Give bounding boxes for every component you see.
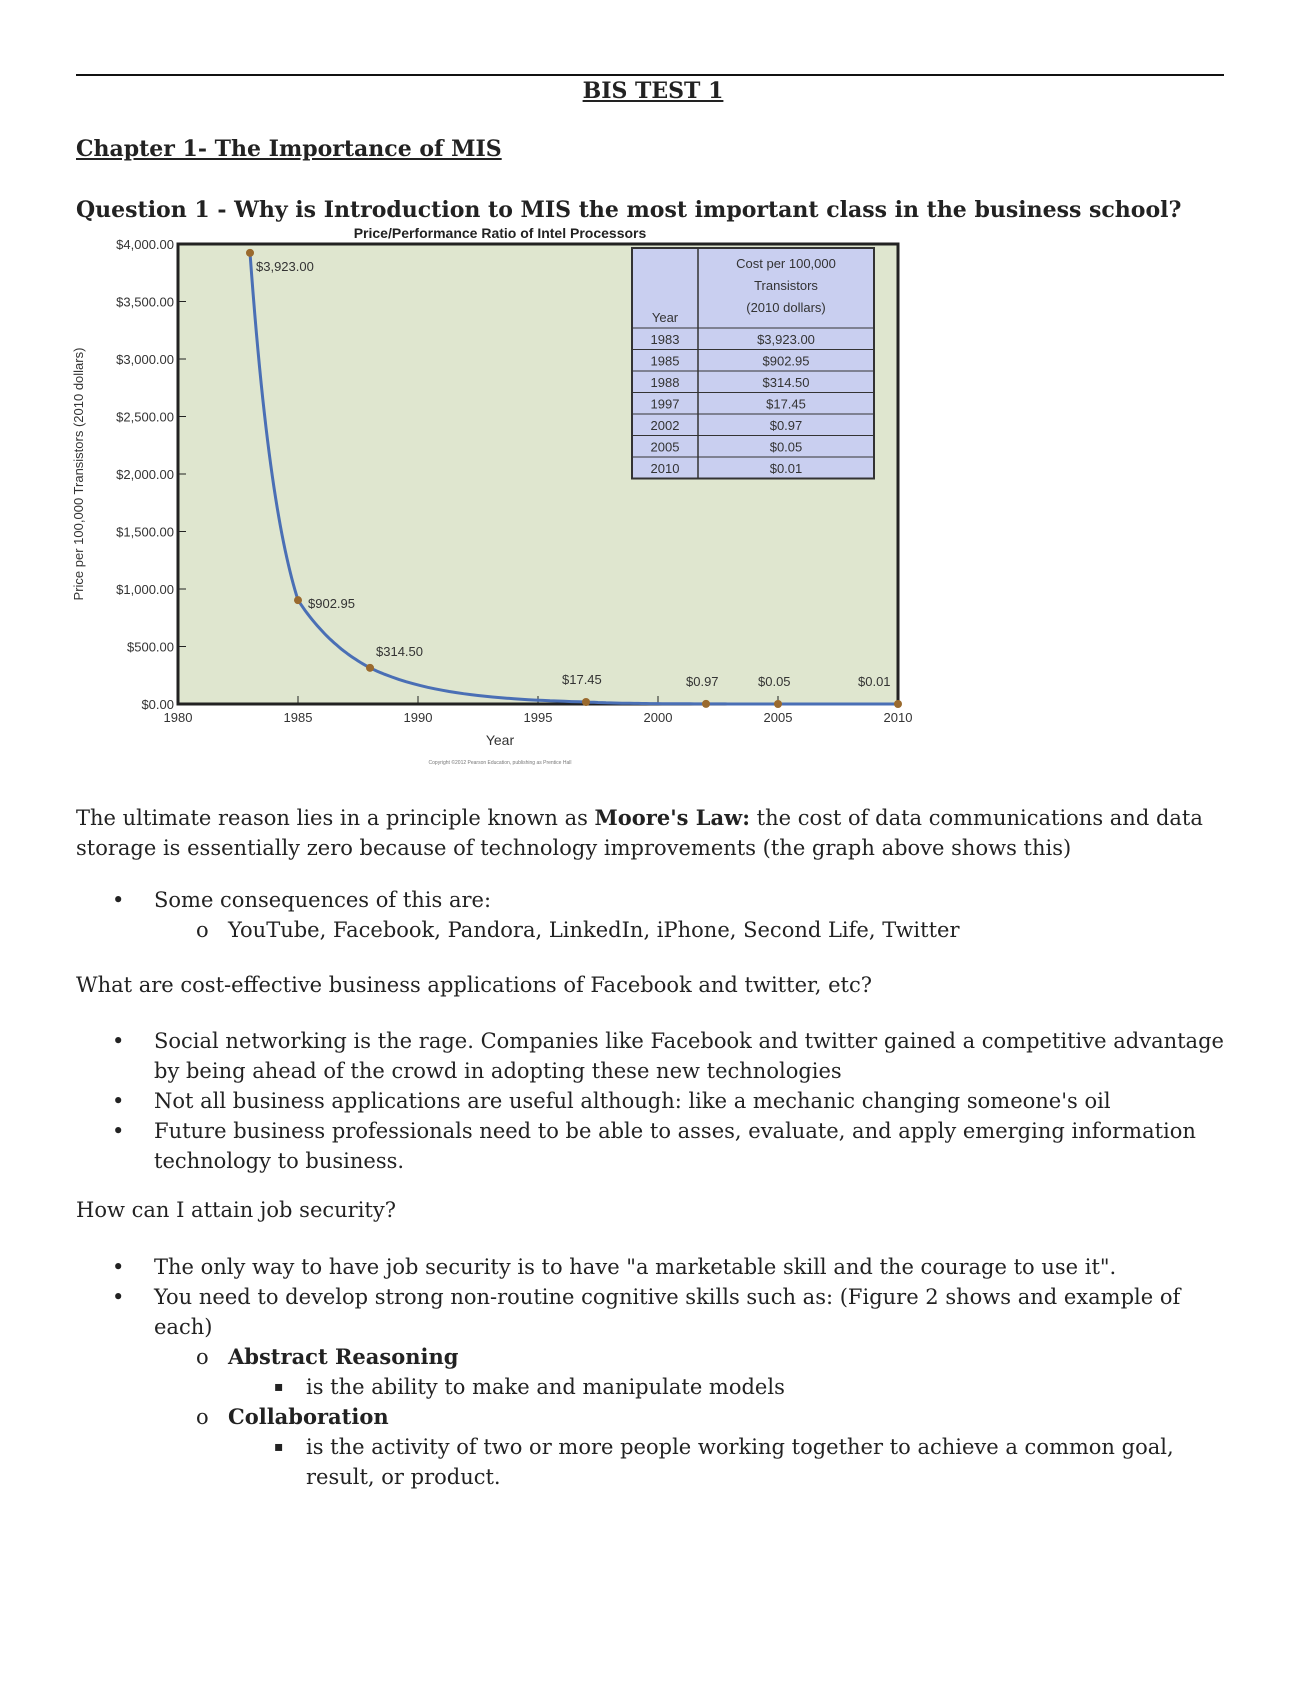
bullet-marker: ▪ — [274, 1439, 284, 1455]
bullet-marker: • — [112, 888, 125, 912]
header-rule — [76, 74, 1224, 76]
list-item — [76, 1342, 1226, 1372]
q2-list — [76, 1026, 1226, 1176]
y-tick-label: $3,500.00 — [116, 294, 174, 310]
bullet-marker: ▪ — [274, 1379, 284, 1395]
table-cell-cost: $0.01 — [769, 461, 803, 476]
question-2: What are cost-effective business applications of Facebook and twitter, etc? — [76, 973, 872, 997]
question-heading: Question 1 - Why is Introduction to MIS the most important class in the business school? — [76, 197, 1182, 223]
data-point — [366, 664, 374, 672]
data-label: $0.97 — [686, 673, 719, 689]
list-item-text: You need to develop strong non-routine cognitive skills such as: (Figure 2 shows and example of each) — [154, 1285, 1181, 1339]
x-tick-label: 2005 — [763, 710, 793, 725]
data-point — [246, 249, 254, 257]
question-3: How can I attain job security? — [76, 1198, 396, 1222]
bullet-marker: o — [196, 1345, 209, 1369]
bullet-marker: o — [196, 918, 209, 942]
data-label: $0.01 — [858, 673, 891, 689]
y-tick-label: $1,000.00 — [116, 582, 174, 597]
x-tick-label: 2000 — [643, 710, 673, 725]
moore-post: the cost of data communications and data storage is essentially zero because of technology improvements (the graph above shows this) — [76, 806, 1203, 860]
bullet-marker: • — [112, 1119, 125, 1143]
list-item — [76, 1282, 1226, 1342]
x-tick-label: 1995 — [523, 710, 553, 725]
list-item-text: Some consequences of this are: — [154, 888, 492, 912]
x-tick-label: 2010 — [883, 710, 913, 725]
table-cell-year: 1983 — [650, 332, 680, 347]
table-header-cost: Cost per 100,000 Transistors (2010 dollars) — [736, 256, 836, 315]
x-tick-label: 1985 — [283, 710, 313, 725]
bullet-marker: • — [112, 1029, 125, 1053]
list-item — [76, 1402, 1226, 1432]
skill-name: Abstract Reasoning — [228, 1344, 459, 1369]
table-cell-year: 2005 — [650, 439, 680, 455]
table-cell-year: 2010 — [650, 461, 680, 476]
chart — [66, 226, 946, 826]
table-cell-cost: $902.95 — [762, 353, 810, 369]
data-label: $0.05 — [758, 673, 791, 689]
data-label: $17.45 — [562, 671, 602, 687]
bullet-marker: • — [112, 1089, 125, 1113]
bullet-marker: • — [112, 1285, 125, 1309]
chart-title: Price/Performance Ratio of Intel Processors — [353, 226, 647, 241]
table-cell-year: 1997 — [650, 396, 680, 412]
y-tick-label: $2,500.00 — [116, 409, 174, 425]
list-item — [76, 1432, 1226, 1492]
list-item — [76, 1026, 1226, 1086]
list-item-text: Future business professionals need to be able to asses, evaluate, and apply emerging information technology to business. — [154, 1119, 1196, 1173]
consequences-list — [76, 885, 1226, 945]
y-tick-label: $0.00 — [141, 697, 174, 712]
table-cell-cost: $314.50 — [762, 375, 810, 390]
x-axis-label: Year — [485, 732, 515, 748]
data-point — [294, 596, 302, 604]
data-point — [582, 698, 590, 706]
data-point — [702, 700, 710, 708]
list-item — [76, 1372, 1226, 1402]
table-cell-cost: $0.97 — [769, 418, 803, 433]
data-label: $314.50 — [376, 643, 423, 659]
data-point — [894, 700, 902, 708]
q3-list — [76, 1252, 1226, 1492]
skill-desc: is the ability to make and manipulate models — [306, 1375, 785, 1399]
bullet-marker: • — [112, 1255, 125, 1279]
skill-name: Collaboration — [228, 1404, 389, 1429]
table-cell-cost: $3,923.00 — [757, 332, 815, 347]
x-tick-label: 1990 — [403, 710, 433, 725]
list-item — [76, 915, 1226, 945]
y-tick-label: $2,000.00 — [116, 467, 174, 482]
x-tick-label: 1980 — [163, 710, 193, 725]
skill-desc: is the activity of two or more people working together to achieve a common goal, result, or product. — [306, 1435, 1174, 1489]
table-header-year: Year — [651, 310, 679, 325]
bullet-marker: o — [196, 1405, 209, 1429]
data-label: $902.95 — [308, 596, 355, 612]
y-tick-label: $3,000.00 — [116, 352, 174, 367]
copyright-credit: Copyright ©2012 Pearson Education, publishing as Prentice Hall — [428, 760, 572, 766]
moore-paragraph — [76, 803, 1226, 863]
list-item-text: The only way to have job security is to have "a marketable skill and the courage to use it". — [154, 1255, 1117, 1279]
data-label: $3,923.00 — [256, 258, 314, 274]
y-tick-label: $500.00 — [127, 639, 174, 655]
list-item-text: YouTube, Facebook, Pandora, LinkedIn, iPhone, Second Life, Twitter — [228, 918, 960, 942]
moore-pre: The ultimate reason lies in a principle known as — [76, 806, 595, 830]
data-point — [774, 700, 782, 708]
list-item — [76, 885, 1226, 915]
table-cell-year: 2002 — [650, 418, 680, 433]
y-tick-label: $4,000.00 — [116, 237, 174, 252]
list-item — [76, 1116, 1226, 1176]
y-tick-label: $1,500.00 — [116, 524, 174, 540]
chapter-heading: Chapter 1- The Importance of MIS — [76, 136, 502, 162]
table-cell-year: 1985 — [650, 353, 680, 369]
list-item — [76, 1086, 1226, 1116]
list-item-text: Social networking is the rage. Companies like Facebook and twitter gained a competitive advantage by being ahead of the crowd in adopting these new technologies — [154, 1029, 1224, 1083]
document-title: BIS TEST 1 — [582, 78, 724, 104]
table-cell-cost: $17.45 — [766, 396, 806, 412]
chart-svg — [66, 226, 946, 826]
table-cell-year: 1988 — [650, 375, 680, 390]
moore-law-term: Moore's Law: — [594, 805, 750, 830]
table-cell-cost: $0.05 — [769, 439, 803, 455]
y-axis-label: Price per 100,000 Transistors (2010 dollars) — [71, 347, 86, 601]
list-item — [76, 1252, 1226, 1282]
list-item-text: Not all business applications are useful although: like a mechanic changing someone's oil — [154, 1089, 1111, 1113]
